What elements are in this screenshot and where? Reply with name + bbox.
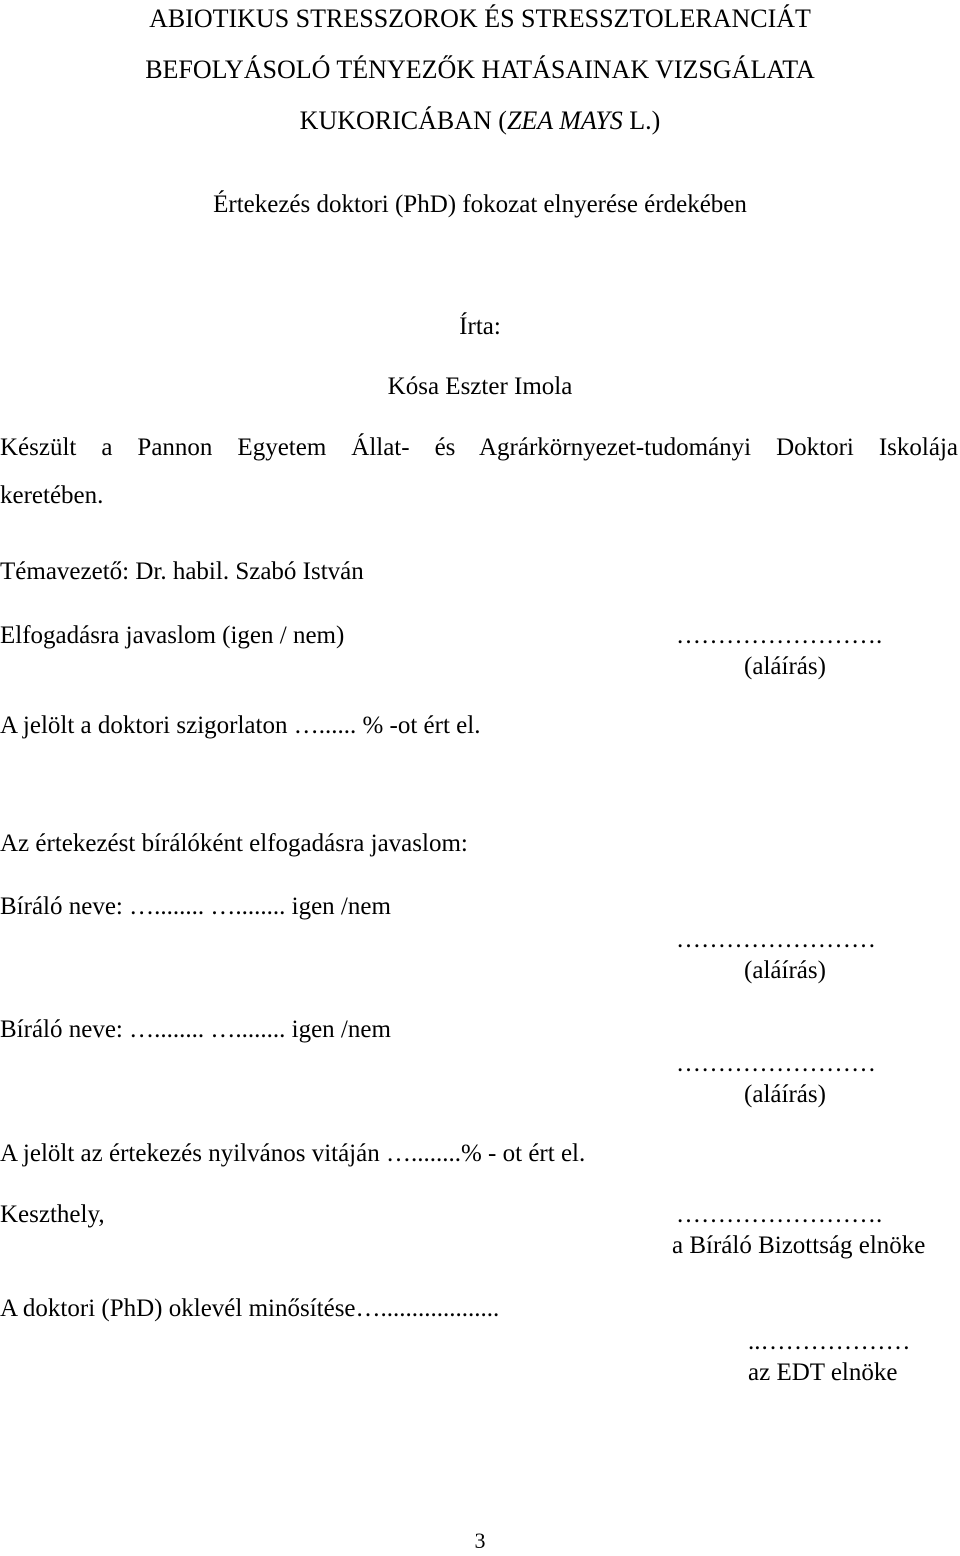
title-line-3-suffix: L.) bbox=[622, 106, 661, 135]
reviewer-1-signature-label: (aláírás) bbox=[744, 957, 826, 984]
title-line-1: ABIOTIKUS STRESSZOROK ÉS STRESSZTOLERANCIÁT bbox=[149, 4, 811, 33]
institution-line-2: keretében. bbox=[0, 482, 104, 509]
acceptance-recommendation: Elfogadásra javaslom (igen / nem) bbox=[0, 622, 345, 649]
reviewer-2-signature-line: …………………… bbox=[676, 1050, 876, 1077]
edt-signature-line: ..……………… bbox=[748, 1328, 911, 1355]
institution-line-1: Készült a Pannon Egyetem Állat- és Agrárkörnyezet-tudományi Doktori Iskolája bbox=[0, 434, 958, 461]
title-line-2: BEFOLYÁSOLÓ TÉNYEZŐK HATÁSAINAK VIZSGÁLATA bbox=[145, 55, 815, 84]
supervisor-signature-line: ……………………. bbox=[676, 622, 883, 649]
committee-chair-label: a Bíráló Bizottság elnöke bbox=[672, 1232, 926, 1259]
thesis-purpose: Értekezés doktori (PhD) fokozat elnyerése érdekében bbox=[213, 191, 747, 218]
diploma-qualification: A doktori (PhD) oklevél minősítése…................... bbox=[0, 1295, 500, 1322]
place: Keszthely, bbox=[0, 1201, 105, 1228]
author-name: Kósa Eszter Imola bbox=[387, 373, 573, 400]
exam-result: A jelölt a doktori szigorlaton …...... % -ot ért el. bbox=[0, 712, 481, 739]
supervisor-signature-label: (aláírás) bbox=[744, 653, 826, 680]
reviewer-1-name: Bíráló neve: …........ …........ igen /nem bbox=[0, 893, 391, 920]
title-line-3 bbox=[0, 106, 960, 136]
reviewers-heading: Az értekezést bírálóként elfogadásra javaslom: bbox=[0, 830, 468, 857]
edt-chair-label: az EDT elnöke bbox=[748, 1359, 898, 1386]
species-name: ZEA MAYS bbox=[506, 106, 623, 135]
supervisor: Témavezető: Dr. habil. Szabó István bbox=[0, 558, 364, 585]
author-label: Írta: bbox=[459, 313, 501, 340]
page-number: 3 bbox=[474, 1528, 486, 1553]
committee-signature-line: ……………………. bbox=[676, 1201, 883, 1228]
reviewer-2-name: Bíráló neve: …........ …........ igen /nem bbox=[0, 1016, 391, 1043]
reviewer-1-signature-line: …………………… bbox=[676, 926, 876, 953]
defense-result: A jelölt az értekezés nyilvános vitáján …........% - ot ért el. bbox=[0, 1140, 586, 1167]
reviewer-2-signature-label: (aláírás) bbox=[744, 1081, 826, 1108]
title-line-3-prefix: KUKORICÁBAN ( bbox=[299, 106, 507, 135]
